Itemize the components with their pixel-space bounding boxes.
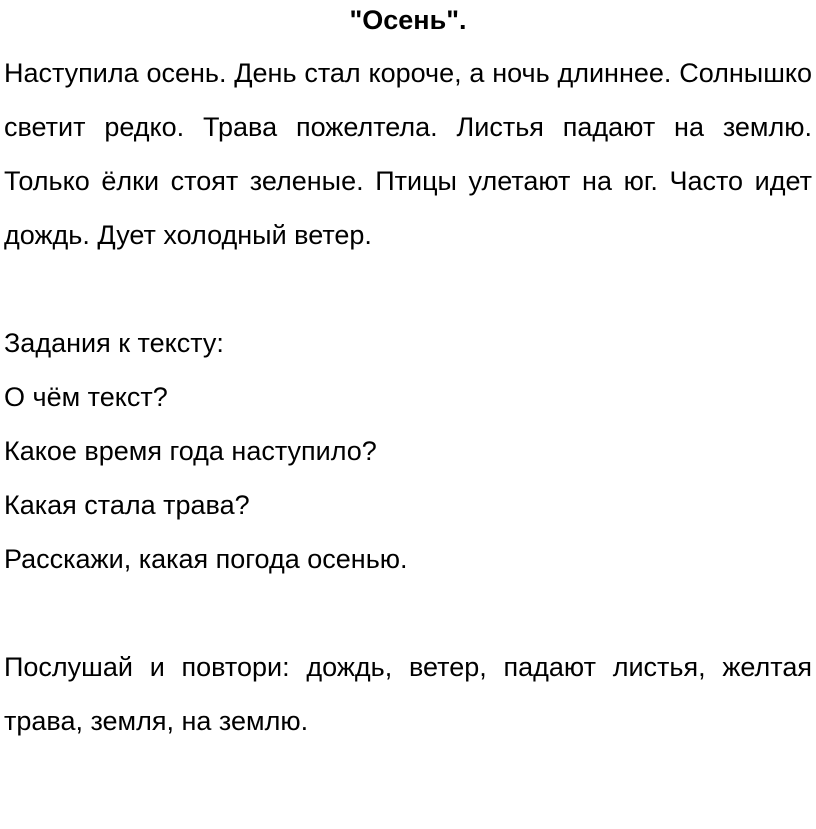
task-item: Расскажи, какая погода осенью. [4, 544, 408, 574]
tasks-heading: Задания к тексту: [4, 328, 224, 358]
task-item: Какое время года наступило? [4, 436, 377, 466]
repeat-paragraph: Послушай и повтори: дождь, ветер, падают листья, желтая трава, земля, на землю. [4, 652, 812, 736]
story-paragraph: Наступила осень. День стал короче, а ночь длиннее. Солнышко светит редко. Трава пожелтела. Листья падают на землю. Только ёлки стоят зеленые. Птицы улетают на юг. Часто идет дождь. Дует холодный ветер. [4, 58, 812, 250]
spacer [4, 586, 812, 640]
task-item: О чём текст? [4, 382, 168, 412]
spacer [4, 262, 812, 316]
document-title: "Осень". [349, 5, 467, 35]
task-item: Какая стала трава? [4, 490, 250, 520]
